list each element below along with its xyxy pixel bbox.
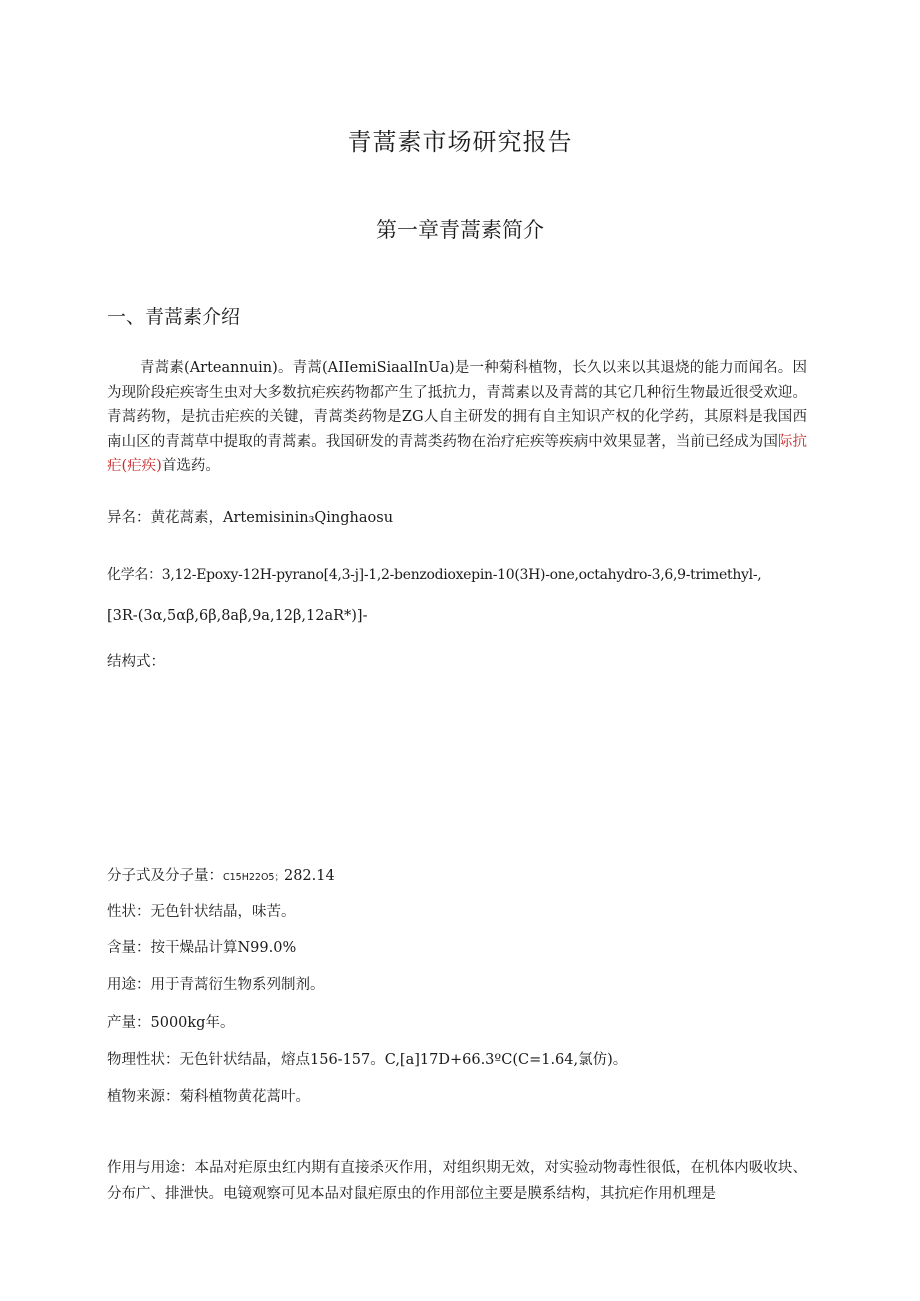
- effect-paragraph: 作用与用途：本品对疟原虫红内期有直接杀灭作用，对组织期无效，对实验动物毒性很低，在机体内吸收块、分布广、排泄快。电镜观察可见本品对鼠疟原虫的作用部位主要是膜系结构，其抗疟作用机理是: [107, 1160, 807, 1202]
- intro-text-end: 首选药。: [161, 458, 220, 474]
- intro-highlight: 际抗疟(疟疾): [107, 433, 808, 474]
- physical-property-line: 物理性状：无色针状结晶，熔点156-157。C,[a]17D+66.3ºC(C=1.64,氯仿)。: [107, 1052, 628, 1068]
- output-line: 产量：5000kg年。: [107, 1015, 235, 1031]
- appearance-line: 性状：无色针状结晶，味苦。: [107, 904, 296, 920]
- molecular-weight: 282.14: [283, 868, 335, 884]
- molecular-formula: C15H22O5；: [223, 872, 284, 883]
- molecular-formula-label: 分子式及分子量：: [107, 868, 223, 884]
- molecular-formula-line: [107, 866, 335, 888]
- usage-line: 用途：用于青蒿衍生物系列制剂。: [107, 977, 325, 993]
- chemical-name-line-2: [3R-(3α,5αβ,6β,8aβ,9a,12β,12aR*)]-: [107, 608, 368, 624]
- plant-source-line: 植物来源：菊科植物黄花蒿叶。: [107, 1089, 310, 1105]
- intro-paragraph: [107, 356, 807, 479]
- content-line: 含量：按干燥品计算N99.0%: [107, 940, 297, 956]
- document-title: 青蒿素市场研究报告: [347, 128, 573, 156]
- alias-line: 异名：黄花蒿素，Artemisinin₃Qinghaosu: [107, 510, 394, 526]
- structure-label: 结构式：: [107, 654, 165, 670]
- chapter-title: 第一章青蒿素简介: [376, 218, 544, 242]
- chemical-name-line-1: 化学名：3,12-Epoxy-12H-pyrano[4,3-j]-1,2-benzodioxepin-10(3H)-one,octahydro-3,6,9-trimethyl-,: [107, 567, 762, 583]
- section-heading: 一、青蒿素介绍: [107, 306, 241, 328]
- intro-text: 青蒿素(Arteannuin)。青蒿(AIIemiSiaalInUa)是一种菊科植物，长久以来以其退烧的能力而闻名。因为现阶段疟疾寄生虫对大多数抗疟疾药物都产生了抵抗力，青蒿素以及青蒿的其它几种衍生物最近很受欢迎。青蒿药物，是抗击疟疾的关键，青蒿类药物是ZG人自主研发的拥有自主知识产权的化学药，其原料是我国西南山区的青蒿草中提取的青蒿素。我国研发的青蒿类药物在治疗疟疾等疾病中效果显著，当前已经成为国: [107, 360, 807, 450]
